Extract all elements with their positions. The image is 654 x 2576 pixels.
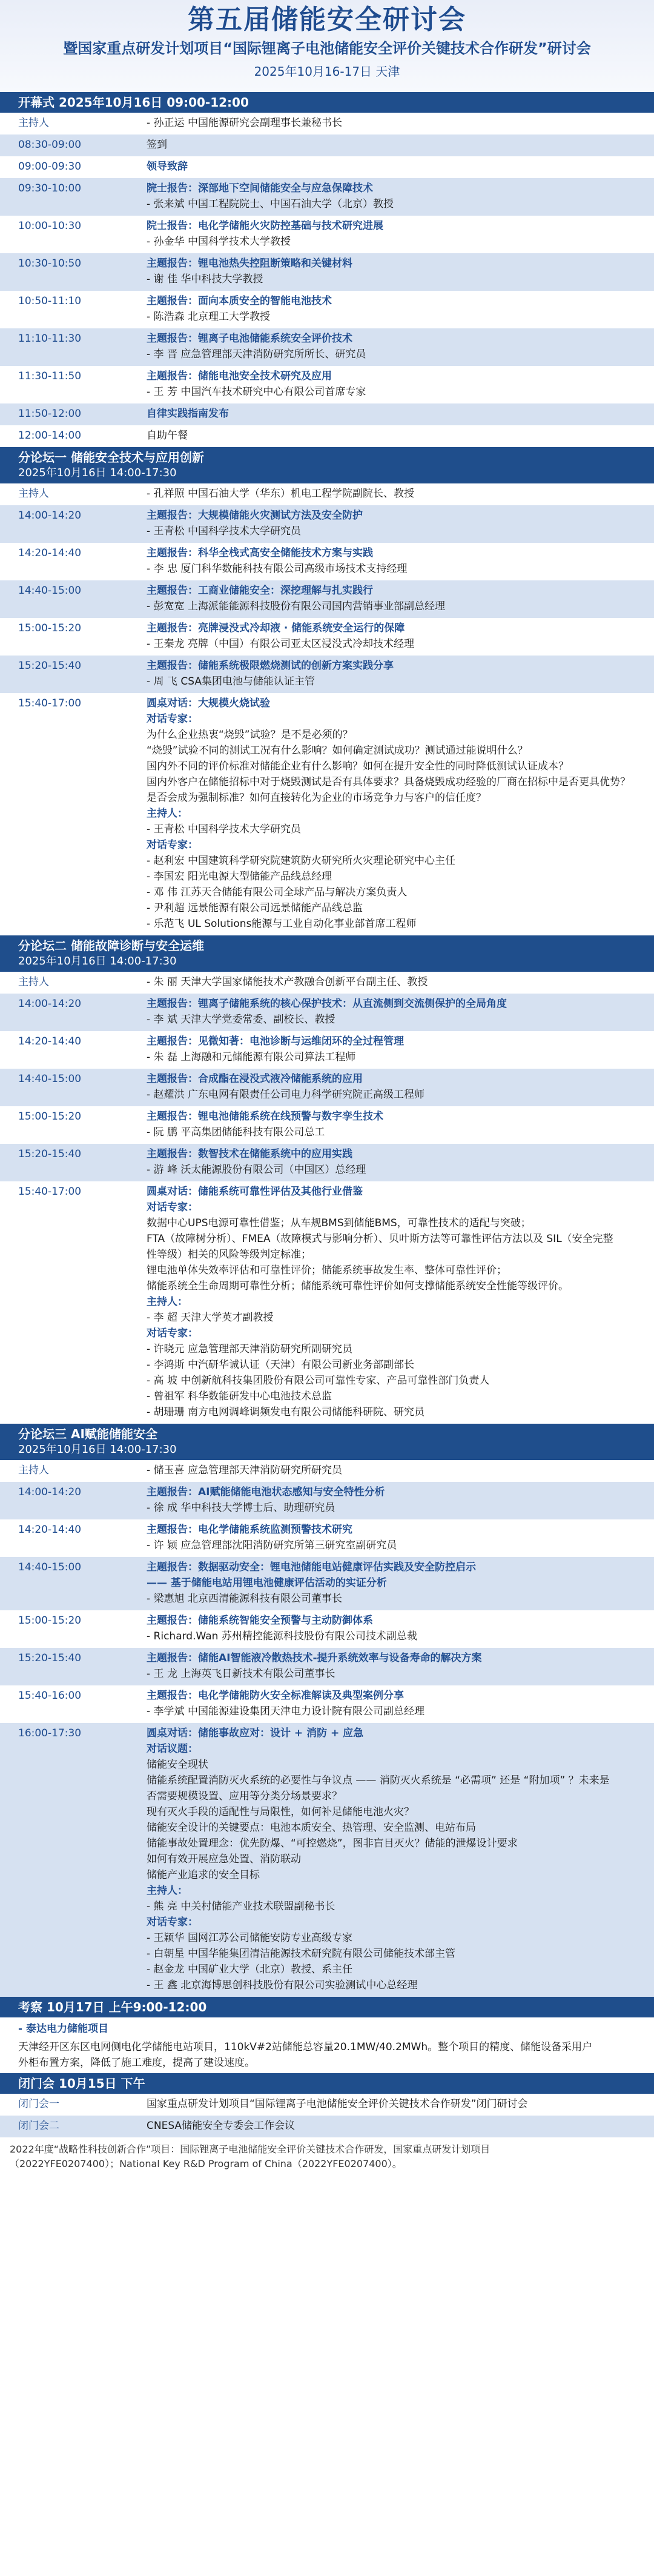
agenda-topic: 圆桌对话：储能系统可靠性评估及其他行业借鉴 bbox=[147, 1186, 363, 1198]
agenda-row bbox=[0, 216, 654, 253]
agenda-topic: 主题报告：数据驱动安全：锂电池储能电站健康评估实践及安全防控启示 bbox=[147, 1561, 476, 1573]
agenda-line: 为什么企业热衷“烧毁”试验？是不是必须的？ bbox=[147, 729, 353, 741]
agenda-content bbox=[147, 1613, 637, 1644]
agenda-line: - 李 超 天津大学英才副教授 bbox=[147, 1312, 274, 1324]
section-header bbox=[0, 935, 654, 972]
agenda-content bbox=[147, 1071, 637, 1103]
agenda-time: 14:40-15:00 bbox=[18, 1073, 82, 1085]
agenda-line: 否需要规模设置、应用等分类分场景要求？ bbox=[147, 1790, 342, 1802]
agenda-row bbox=[0, 994, 654, 1031]
agenda-line: - 彭宽宽 上海派能能源科技股份有限公司国内营销事业部副总经理 bbox=[147, 600, 445, 612]
agenda-content bbox=[147, 1146, 637, 1178]
agenda-line: - 许晓元 应急管理部天津消防研究所副研究员 bbox=[147, 1343, 352, 1355]
agenda-line: 自助午餐 bbox=[147, 430, 188, 442]
agenda-row bbox=[0, 1519, 654, 1557]
agenda-row bbox=[0, 1069, 654, 1106]
section-header bbox=[0, 2073, 654, 2094]
agenda-line: - 乐范飞 UL Solutions能源与工业自动化事业部首席工程师 bbox=[147, 918, 417, 930]
agenda-content bbox=[147, 159, 637, 174]
agenda-subheading: 主持人： bbox=[147, 808, 188, 820]
agenda-time: 14:00-14:20 bbox=[18, 998, 82, 1010]
agenda-row bbox=[0, 483, 654, 505]
agenda-line: - 周 飞 CSA集团电池与储能认证主管 bbox=[147, 676, 315, 688]
agenda-row bbox=[0, 1181, 654, 1424]
agenda-subheading: 主持人： bbox=[147, 1296, 188, 1308]
visit-title: - 泰达电力储能项目 bbox=[18, 2023, 108, 2035]
agenda-content bbox=[147, 181, 637, 212]
agenda-topic: 圆桌对话：大规模火烧试验 bbox=[147, 697, 270, 709]
agenda-row bbox=[0, 253, 654, 291]
agenda-line: - 李 忠 厦门科华数能科技有限公司高级市场技术支持经理 bbox=[147, 563, 408, 575]
agenda-line: - 张来斌 中国工程院院士、中国石油大学（北京）教授 bbox=[147, 198, 394, 210]
agenda-line: 储能系统配置消防灭火系统的必要性与争议点 —— 消防灭火系统是 “必需项” 还是 “附加项” ？未来是 bbox=[147, 1774, 610, 1787]
agenda-topic: 主题报告：锂电池储能系统在线预警与数字孪生技术 bbox=[147, 1110, 383, 1123]
agenda-line: - 胡珊珊 南方电网调峰调频发电有限公司储能科研院、研究员 bbox=[147, 1406, 424, 1418]
agenda-line: - 李国宏 阳光电源大型储能产品线总经理 bbox=[147, 871, 332, 883]
agenda-line: - 陈浩森 北京理工大学教授 bbox=[147, 311, 270, 323]
agenda-line: - 王青松 中国科学技术大学研究员 bbox=[147, 525, 301, 537]
agenda-topic: 主题报告：锂离子储能系统的核心保护技术：从直流侧到交流侧保护的全局角度 bbox=[147, 998, 507, 1010]
agenda-content bbox=[147, 996, 637, 1027]
agenda-time: 14:00-14:20 bbox=[18, 1486, 82, 1498]
agenda-time: 闭门会一 bbox=[18, 2098, 59, 2110]
agenda-time: 15:40-16:00 bbox=[18, 1690, 82, 1702]
agenda-line: - 梁惠旭 北京西清能源科技有限公司董事长 bbox=[147, 1593, 342, 1605]
agenda-line: 现有灭火手段的适配性与局限性，如何补足储能电池火灾？ bbox=[147, 1806, 414, 1818]
agenda-content bbox=[147, 218, 637, 250]
agenda-subheading: 对话专家： bbox=[147, 1327, 198, 1339]
agenda-content bbox=[147, 1462, 637, 1478]
agenda-content bbox=[147, 583, 637, 614]
agenda-row bbox=[0, 156, 654, 178]
agenda-line: - 邓 伟 江苏天合储能有限公司全球产品与解决方案负责人 bbox=[147, 886, 408, 898]
agenda-row bbox=[0, 178, 654, 216]
agenda-row bbox=[0, 1031, 654, 1069]
agenda-time: 14:20-14:40 bbox=[18, 1524, 82, 1536]
agenda-line: “烧毁”试验不同的测试工况有什么影响？如何确定测试成功？测试通过能说明什么？ bbox=[147, 745, 528, 757]
footer-note bbox=[10, 2142, 646, 2171]
agenda-line: - 赵利宏 中国建筑科学研究院建筑防火研究所火灾理论研究中心主任 bbox=[147, 855, 455, 867]
agenda-topic: 主题报告：科华全栈式高安全储能技术方案与实践 bbox=[147, 547, 373, 559]
agenda-content bbox=[147, 508, 637, 539]
agenda-topic: 主题报告：工商业储能安全：深挖理解与扎实践行 bbox=[147, 585, 373, 597]
agenda-line: 是否会成为强制标准？如何直接转化为企业的市场竞争力与客户的信任度？ bbox=[147, 792, 486, 804]
agenda-content bbox=[147, 545, 637, 577]
agenda-row bbox=[0, 1685, 654, 1723]
agenda-content bbox=[147, 2096, 637, 2112]
page-subtitle: 暨国家重点研发计划项目“国际锂离子电池储能安全评价关键技术合作研发”研讨会 bbox=[63, 40, 591, 57]
agenda-content bbox=[147, 695, 637, 932]
agenda-line: - 朱 磊 上海融和元储能源有限公司算法工程师 bbox=[147, 1051, 356, 1063]
agenda-row bbox=[0, 693, 654, 935]
agenda-line: - 朱 丽 天津大学国家储能技术产教融合创新平台副主任、教授 bbox=[147, 976, 428, 988]
agenda-content bbox=[147, 406, 637, 422]
agenda-content bbox=[147, 428, 637, 443]
agenda-topic: 主题报告：面向本质安全的智能电池技术 bbox=[147, 295, 332, 307]
agenda-time: 12:00-14:00 bbox=[18, 430, 82, 442]
agenda-topic: 主题报告：储能系统智能安全预警与主动防御体系 bbox=[147, 1615, 373, 1627]
agenda-line: - Richard.Wan 苏州精控能源科技股份有限公司技术副总裁 bbox=[147, 1630, 417, 1642]
visit-text-2: 外柜布置方案，降低了施工难度，提高了建设速度。 bbox=[18, 2057, 255, 2069]
agenda-content bbox=[147, 1522, 637, 1553]
agenda-row bbox=[0, 543, 654, 580]
agenda-topic: 主题报告：大规模储能火灾测试方法及安全防护 bbox=[147, 510, 363, 522]
agenda-time: 15:20-15:40 bbox=[18, 1652, 82, 1664]
agenda-time: 15:40-17:00 bbox=[18, 697, 82, 709]
agenda-line: - 孔祥照 中国石油大学（华东）机电工程学院副院长、教授 bbox=[147, 488, 414, 500]
agenda-line: - 曾祖军 科华数能研发中心电池技术总监 bbox=[147, 1390, 332, 1403]
agenda-line: - 李 斌 天津大学党委常委、副校长、教授 bbox=[147, 1014, 335, 1026]
agenda-topic: 主题报告：亮牌浸没式冷却液 · 储能系统安全运行的保障 bbox=[147, 622, 405, 634]
agenda-content bbox=[147, 293, 637, 325]
agenda-time: 14:40-15:00 bbox=[18, 1561, 82, 1573]
agenda-subheading: 对话议题： bbox=[147, 1743, 198, 1755]
agenda-content bbox=[147, 1688, 637, 1719]
agenda-line: 国内外客户在储能招标中对于烧毁测试是否有具体要求？具备烧毁成功经验的厂商在招标中是否更具优势？ bbox=[147, 776, 630, 788]
agenda-time: 14:40-15:00 bbox=[18, 585, 82, 597]
agenda-line: - 阮 鹏 平高集团储能科技有限公司总工 bbox=[147, 1126, 325, 1138]
agenda-topic: 圆桌对话：储能事故应对：设计 + 消防 + 应急 bbox=[147, 1727, 364, 1739]
agenda-content bbox=[147, 620, 637, 652]
agenda-topic: 主题报告：合成酯在浸没式液冷储能系统的应用 bbox=[147, 1073, 363, 1085]
agenda-line: - 谢 佳 华中科技大学教授 bbox=[147, 273, 263, 285]
agenda-time: 11:50-12:00 bbox=[18, 408, 82, 420]
agenda-line: 如何有效开展应急处置、消防联动 bbox=[147, 1853, 301, 1865]
agenda-row bbox=[0, 618, 654, 656]
agenda-line: - 白朝星 中国华能集团清洁能源技术研究院有限公司储能技术部主管 bbox=[147, 1948, 455, 1960]
agenda-content bbox=[147, 1725, 637, 1993]
agenda-line: - 尹利超 远景能源有限公司远景储能产品线总监 bbox=[147, 902, 363, 914]
agenda-time: 14:00-14:20 bbox=[18, 510, 82, 522]
agenda-line: - 李鸿斯 中汽研华诚认证（天津）有限公司新业务部副部长 bbox=[147, 1359, 414, 1371]
agenda-subheading: 对话专家： bbox=[147, 839, 198, 851]
agenda-time: 08:30-09:00 bbox=[18, 139, 82, 151]
agenda-subheading: 主持人： bbox=[147, 1885, 188, 1897]
agenda-line: CNESA储能安全专委会工作会议 bbox=[147, 2120, 296, 2132]
agenda-content bbox=[147, 658, 637, 689]
agenda-content bbox=[147, 1559, 637, 1607]
agenda-time: 15:00-15:20 bbox=[18, 1110, 82, 1123]
section-title: 分论坛二 储能故障诊断与安全运维 bbox=[18, 938, 204, 953]
agenda-topic: 领导致辞 bbox=[147, 161, 188, 173]
section-header bbox=[0, 1424, 654, 1460]
agenda-content bbox=[147, 368, 637, 400]
agenda-time: 闭门会二 bbox=[18, 2120, 59, 2132]
agenda-time: 09:00-09:30 bbox=[18, 161, 82, 173]
agenda-topic: 主题报告：锂电池热失控阻断策略和关键材料 bbox=[147, 257, 352, 270]
agenda-topic: 院士报告：深部地下空间储能安全与应急保障技术 bbox=[147, 182, 373, 194]
agenda-line: - 李学斌 中国能源建设集团天津电力设计院有限公司副总经理 bbox=[147, 1705, 424, 1718]
agenda-line: FTA（故障树分析）、FMEA（故障模式与影响分析）、贝叶斯方法等可靠性评估方法以及 SIL（安全完整 bbox=[147, 1233, 613, 1245]
agenda-line: - 王青松 中国科学技术大学研究员 bbox=[147, 823, 301, 835]
agenda-row bbox=[0, 328, 654, 366]
agenda-content bbox=[147, 1109, 637, 1140]
agenda-subheading: 对话专家： bbox=[147, 713, 198, 725]
agenda-row bbox=[0, 1144, 654, 1181]
agenda-time: 16:00-17:30 bbox=[18, 1727, 82, 1739]
agenda-line: - 王 芳 中国汽车技术研究中心有限公司首席专家 bbox=[147, 386, 366, 398]
agenda-time: 15:20-15:40 bbox=[18, 1148, 82, 1160]
agenda-line: - 赵耀洪 广东电网有限责任公司电力科学研究院正高级工程师 bbox=[147, 1089, 424, 1101]
agenda-line: - 储玉喜 应急管理部天津消防研究所研究员 bbox=[147, 1464, 342, 1476]
agenda-content bbox=[147, 331, 637, 362]
agenda-row bbox=[0, 2094, 654, 2116]
agenda-line: - 李 晋 应急管理部天津消防研究所所长、研究员 bbox=[147, 348, 366, 360]
agenda-row bbox=[0, 656, 654, 693]
section-header bbox=[0, 92, 654, 113]
footer-line-2: （2022YFE0207400）；National Key R&D Program of China（2022YFE0207400）。 bbox=[10, 2158, 402, 2169]
agenda-time: 09:30-10:00 bbox=[18, 182, 82, 194]
agenda-line: - 许 颖 应急管理部沈阳消防研究所第三研究室副研究员 bbox=[147, 1539, 397, 1552]
section-title: 分论坛三 AI赋能储能安全 bbox=[18, 1427, 157, 1441]
agenda-topic: 主题报告：电化学储能系统监测预警技术研究 bbox=[147, 1524, 352, 1536]
agenda-content bbox=[147, 974, 637, 990]
agenda-time: 15:00-15:20 bbox=[18, 1615, 82, 1627]
agenda-row bbox=[0, 505, 654, 543]
agenda-time: 10:30-10:50 bbox=[18, 257, 82, 270]
agenda-line: - 王 龙 上海英飞日新技术有限公司董事长 bbox=[147, 1668, 335, 1680]
section-subtitle: 2025年10月16日 14:00-17:30 bbox=[18, 955, 177, 968]
agenda-time: 主持人 bbox=[18, 976, 49, 988]
agenda-line: - 孙正运 中国能源研究会副理事长兼秘书长 bbox=[147, 117, 342, 129]
agenda-content bbox=[147, 2118, 637, 2134]
agenda-line: 储能系统全生命周期可靠性分析；储能系统可靠性评价如何支撑储能系统安全性能等级评价。 bbox=[147, 1280, 569, 1292]
agenda-line: 储能产业追求的安全目标 bbox=[147, 1869, 260, 1881]
agenda-row bbox=[0, 972, 654, 994]
agenda-content bbox=[147, 1484, 637, 1516]
section-title: 开幕式 2025年10月16日 09:00-12:00 bbox=[18, 95, 249, 110]
agenda-time: 14:20-14:40 bbox=[18, 1035, 82, 1047]
agenda-row bbox=[0, 1610, 654, 1648]
agenda-line: - 赵金龙 中国矿业大学（北京）教授、系主任 bbox=[147, 1964, 352, 1976]
agenda-line: 锂电池单体失效率评估和可靠性评价；储能系统事故发生率、整体可靠性评价； bbox=[147, 1264, 507, 1276]
agenda-row bbox=[0, 366, 654, 403]
agenda-topic: 主题报告：AI赋能储能电池状态感知与安全特性分析 bbox=[147, 1486, 385, 1498]
agenda-line: 性等级）相关的风险等级判定标准； bbox=[147, 1249, 311, 1261]
agenda-topic: 主题报告：见微知著：电池诊断与运维闭环的全过程管理 bbox=[147, 1035, 404, 1047]
agenda-time: 主持人 bbox=[18, 117, 49, 129]
agenda-row bbox=[0, 580, 654, 618]
section-title: 闭门会 10月15日 下午 bbox=[18, 2076, 145, 2091]
agenda-topic: 主题报告：储能系统极限燃烧测试的创新方案实践分享 bbox=[147, 660, 394, 672]
page-title: 第五届储能安全研讨会 bbox=[188, 4, 466, 35]
agenda-time: 10:00-10:30 bbox=[18, 220, 82, 232]
agenda-row bbox=[0, 1460, 654, 1482]
agenda-subheading: 对话专家： bbox=[147, 1201, 198, 1213]
agenda-line: - 徐 成 华中科技大学博士后、助理研究员 bbox=[147, 1502, 335, 1514]
agenda-line: 国内外不同的评价标准对储能企业有什么影响？如何在提升安全性的同时降低测试认证成本？ bbox=[147, 760, 569, 772]
agenda-time: 14:20-14:40 bbox=[18, 547, 82, 559]
agenda-topic: 自律实践指南发布 bbox=[147, 408, 229, 420]
agenda-row bbox=[0, 1106, 654, 1144]
agenda-content bbox=[147, 115, 637, 131]
agenda-line: 国家重点研发计划项目“国际锂离子电池储能安全评价关键技术合作研发”闭门研讨会 bbox=[147, 2098, 528, 2110]
section-title: 分论坛一 储能安全技术与应用创新 bbox=[18, 450, 204, 465]
agenda-row bbox=[0, 2116, 654, 2137]
section-subtitle: 2025年10月16日 14:00-17:30 bbox=[18, 466, 177, 479]
agenda-row bbox=[0, 425, 654, 447]
visit-text-1: 天津经开区东区电网侧电化学储能电站项目，110kV#2站储能总容量20.1MW/40.2MWh。整个项目的精度、储能设备采用户 bbox=[18, 2041, 593, 2053]
agenda-line: 储能安全现状 bbox=[147, 1759, 208, 1771]
agenda-content bbox=[147, 137, 637, 153]
agenda-time: 11:30-11:50 bbox=[18, 370, 82, 382]
agenda-line: - 游 峰 沃太能源股份有限公司（中国区）总经理 bbox=[147, 1164, 366, 1176]
agenda-row bbox=[0, 1648, 654, 1685]
agenda-topic: 主题报告：储能电池安全技术研究及应用 bbox=[147, 370, 332, 382]
agenda-line: 储能事故处置理念：优先防爆、“可控燃烧”，图非盲目灭火？储能的泄爆设计要求 bbox=[147, 1837, 518, 1850]
agenda-time: 主持人 bbox=[18, 1464, 49, 1476]
event-date: 2025年10月16-17日 天津 bbox=[254, 64, 400, 79]
agenda-time: 15:00-15:20 bbox=[18, 622, 82, 634]
section-header bbox=[0, 1997, 654, 2017]
agenda-time: 主持人 bbox=[18, 488, 49, 500]
agenda-content bbox=[147, 256, 637, 287]
section-header bbox=[0, 447, 654, 483]
agenda-line: - 王秦龙 亮牌（中国）有限公司亚太区浸没式冷却技术经理 bbox=[147, 638, 414, 650]
agenda-line: - 王 鑫 北京海博思创科技股份有限公司实验测试中心总经理 bbox=[147, 1979, 418, 1991]
agenda-content bbox=[147, 1184, 637, 1420]
visit-block bbox=[0, 2017, 654, 2073]
agenda-content bbox=[147, 1650, 637, 1682]
agenda-line: - 王颖华 国网江苏公司储能安防专业高级专家 bbox=[147, 1932, 352, 1944]
agenda-line: - 高 坡 中创新航科技集团股份有限公司可靠性专家、产品可靠性部门负责人 bbox=[147, 1375, 490, 1387]
agenda-subheading: 对话专家： bbox=[147, 1916, 198, 1928]
agenda-row bbox=[0, 403, 654, 425]
agenda-line: 储能安全设计的关键要点：电池本质安全、热管理、安全监测、电站布局 bbox=[147, 1822, 476, 1834]
agenda-time: 11:10-11:30 bbox=[18, 333, 82, 345]
agenda-row bbox=[0, 1482, 654, 1519]
agenda-time: 15:20-15:40 bbox=[18, 660, 82, 672]
footer-line-1: 2022年度“战略性科技创新合作”项目：国际锂离子电池储能安全评价关键技术合作研发，国家重点研发计划项目 bbox=[10, 2143, 490, 2155]
agenda-content bbox=[147, 1034, 637, 1065]
agenda-time: 15:40-17:00 bbox=[18, 1186, 82, 1198]
agenda-line: - 孙金华 中国科学技术大学教授 bbox=[147, 236, 291, 248]
agenda-topic: 主题报告：储能AI智能液冷散热技术-提升系统效率与设备寿命的解决方案 bbox=[147, 1652, 482, 1664]
agenda-topic: 主题报告：电化学储能防火安全标准解读及典型案例分享 bbox=[147, 1690, 404, 1702]
agenda-time: 10:50-11:10 bbox=[18, 295, 82, 307]
agenda-line: 数据中心UPS电源可靠性借鉴；从车规BMS到储能BMS，可靠性技术的适配与突破； bbox=[147, 1217, 531, 1229]
section-subtitle: 2025年10月16日 14:00-17:30 bbox=[18, 1443, 177, 1456]
agenda-row bbox=[0, 134, 654, 156]
agenda-line: - 熊 亮 中关村储能产业技术联盟副秘书长 bbox=[147, 1900, 335, 1913]
agenda-row bbox=[0, 113, 654, 134]
agenda-content bbox=[147, 486, 637, 502]
agenda-line: 签到 bbox=[147, 139, 167, 151]
section-title: 考察 10月17日 上午9:00-12:00 bbox=[18, 2000, 207, 2014]
agenda-topic: 主题报告：数智技术在储能系统中的应用实践 bbox=[147, 1148, 352, 1160]
agenda-row bbox=[0, 1557, 654, 1610]
agenda-topic: 主题报告：锂离子电池储能系统安全评价技术 bbox=[147, 333, 352, 345]
agenda-row bbox=[0, 1723, 654, 1997]
agenda-topic: 院士报告：电化学储能火灾防控基础与技术研究进展 bbox=[147, 220, 383, 232]
agenda-topic: —— 基于储能电站用锂电池健康评估活动的实证分析 bbox=[147, 1577, 387, 1589]
agenda-row bbox=[0, 291, 654, 328]
